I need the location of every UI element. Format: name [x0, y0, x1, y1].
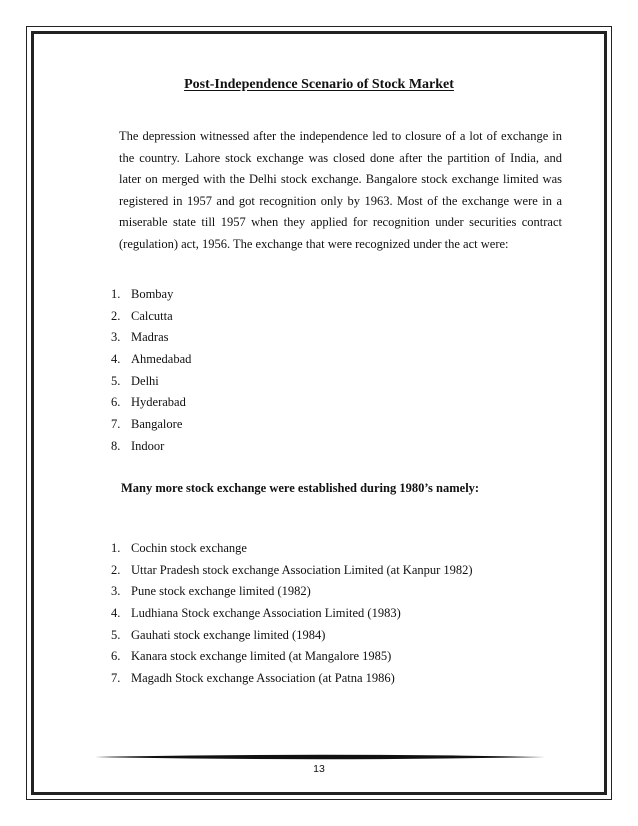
list-item	[111, 668, 473, 690]
list-item-number: 1.	[111, 287, 121, 301]
list-item-number: 5.	[111, 373, 121, 388]
list-item-number: 3.	[111, 584, 121, 599]
list-item-text: Pune stock exchange limited (1982)	[131, 584, 311, 599]
section-subheading: Many more stock exchange were established during 1980’s namely:	[121, 481, 480, 495]
list-item	[111, 625, 473, 647]
list-item-text: Calcutta	[131, 308, 173, 323]
list-item	[111, 538, 473, 560]
list-item	[111, 436, 191, 458]
list-item-text: Delhi	[131, 373, 159, 388]
list-item-number: 2.	[111, 562, 121, 577]
list-item-number: 6.	[111, 395, 121, 410]
list-item-text: Cochin stock exchange	[131, 541, 247, 555]
list-item-number: 6.	[111, 649, 121, 664]
list-item-text: Ahmedabad	[131, 352, 192, 367]
list-item-text: Bombay	[131, 287, 174, 301]
list-item	[111, 371, 191, 393]
list-item-text: Madras	[131, 330, 169, 345]
list-item	[111, 349, 191, 371]
list-item-number: 1.	[111, 541, 121, 555]
list-item-number: 7.	[111, 417, 121, 432]
list-item-number: 3.	[111, 330, 121, 345]
page-title: Post-Independence Scenario of Stock Market	[184, 77, 454, 92]
list-item-number: 7.	[111, 671, 121, 686]
list-item-text: Bangalore	[131, 417, 183, 432]
list-item	[111, 284, 191, 306]
list-item	[111, 560, 473, 582]
footer-divider	[95, 752, 545, 762]
list-item	[111, 603, 473, 625]
list-item-number: 5.	[111, 627, 121, 642]
list-item	[111, 327, 191, 349]
list-item-text: Indoor	[131, 438, 165, 453]
recognized-exchanges-list	[111, 284, 191, 458]
list-item	[111, 392, 191, 414]
footer-divider-shape	[95, 755, 545, 760]
list-item	[111, 414, 191, 436]
list-item-text: Uttar Pradesh stock exchange Association Limited (at Kanpur 1982)	[131, 562, 473, 577]
list-item-number: 4.	[111, 352, 121, 367]
list-item-number: 8.	[111, 438, 121, 453]
list-item-text: Hyderabad	[131, 395, 186, 410]
page-number: 13	[313, 763, 325, 775]
list-item-text: Kanara stock exchange limited (at Mangalore 1985)	[131, 649, 392, 664]
list-item	[111, 581, 473, 603]
list-item	[111, 306, 191, 328]
list-item-number: 4.	[111, 606, 121, 621]
list-item	[111, 646, 473, 668]
list-item-text: Gauhati stock exchange limited (1984)	[131, 627, 326, 642]
list-item-number: 2.	[111, 308, 121, 323]
new-exchanges-list	[111, 538, 473, 690]
list-item-text: Magadh Stock exchange Association (at Patna 1986)	[131, 671, 395, 686]
list-item-text: Ludhiana Stock exchange Association Limited (1983)	[131, 606, 401, 621]
intro-paragraph: The depression witnessed after the independence led to closure of a lot of exchange in the country. Lahore stock exchange was closed done after the partition of India, and later on merged with the Delhi stock exchange. Bangalore stock exchange limited was registered in 1957 and got recognition only by 1963. Most of the exchange were in a miserable state till 1957 when they applied for recognition under securities contract (regulation) act, 1956. The exchange that were recognized under the act were:	[119, 129, 562, 251]
